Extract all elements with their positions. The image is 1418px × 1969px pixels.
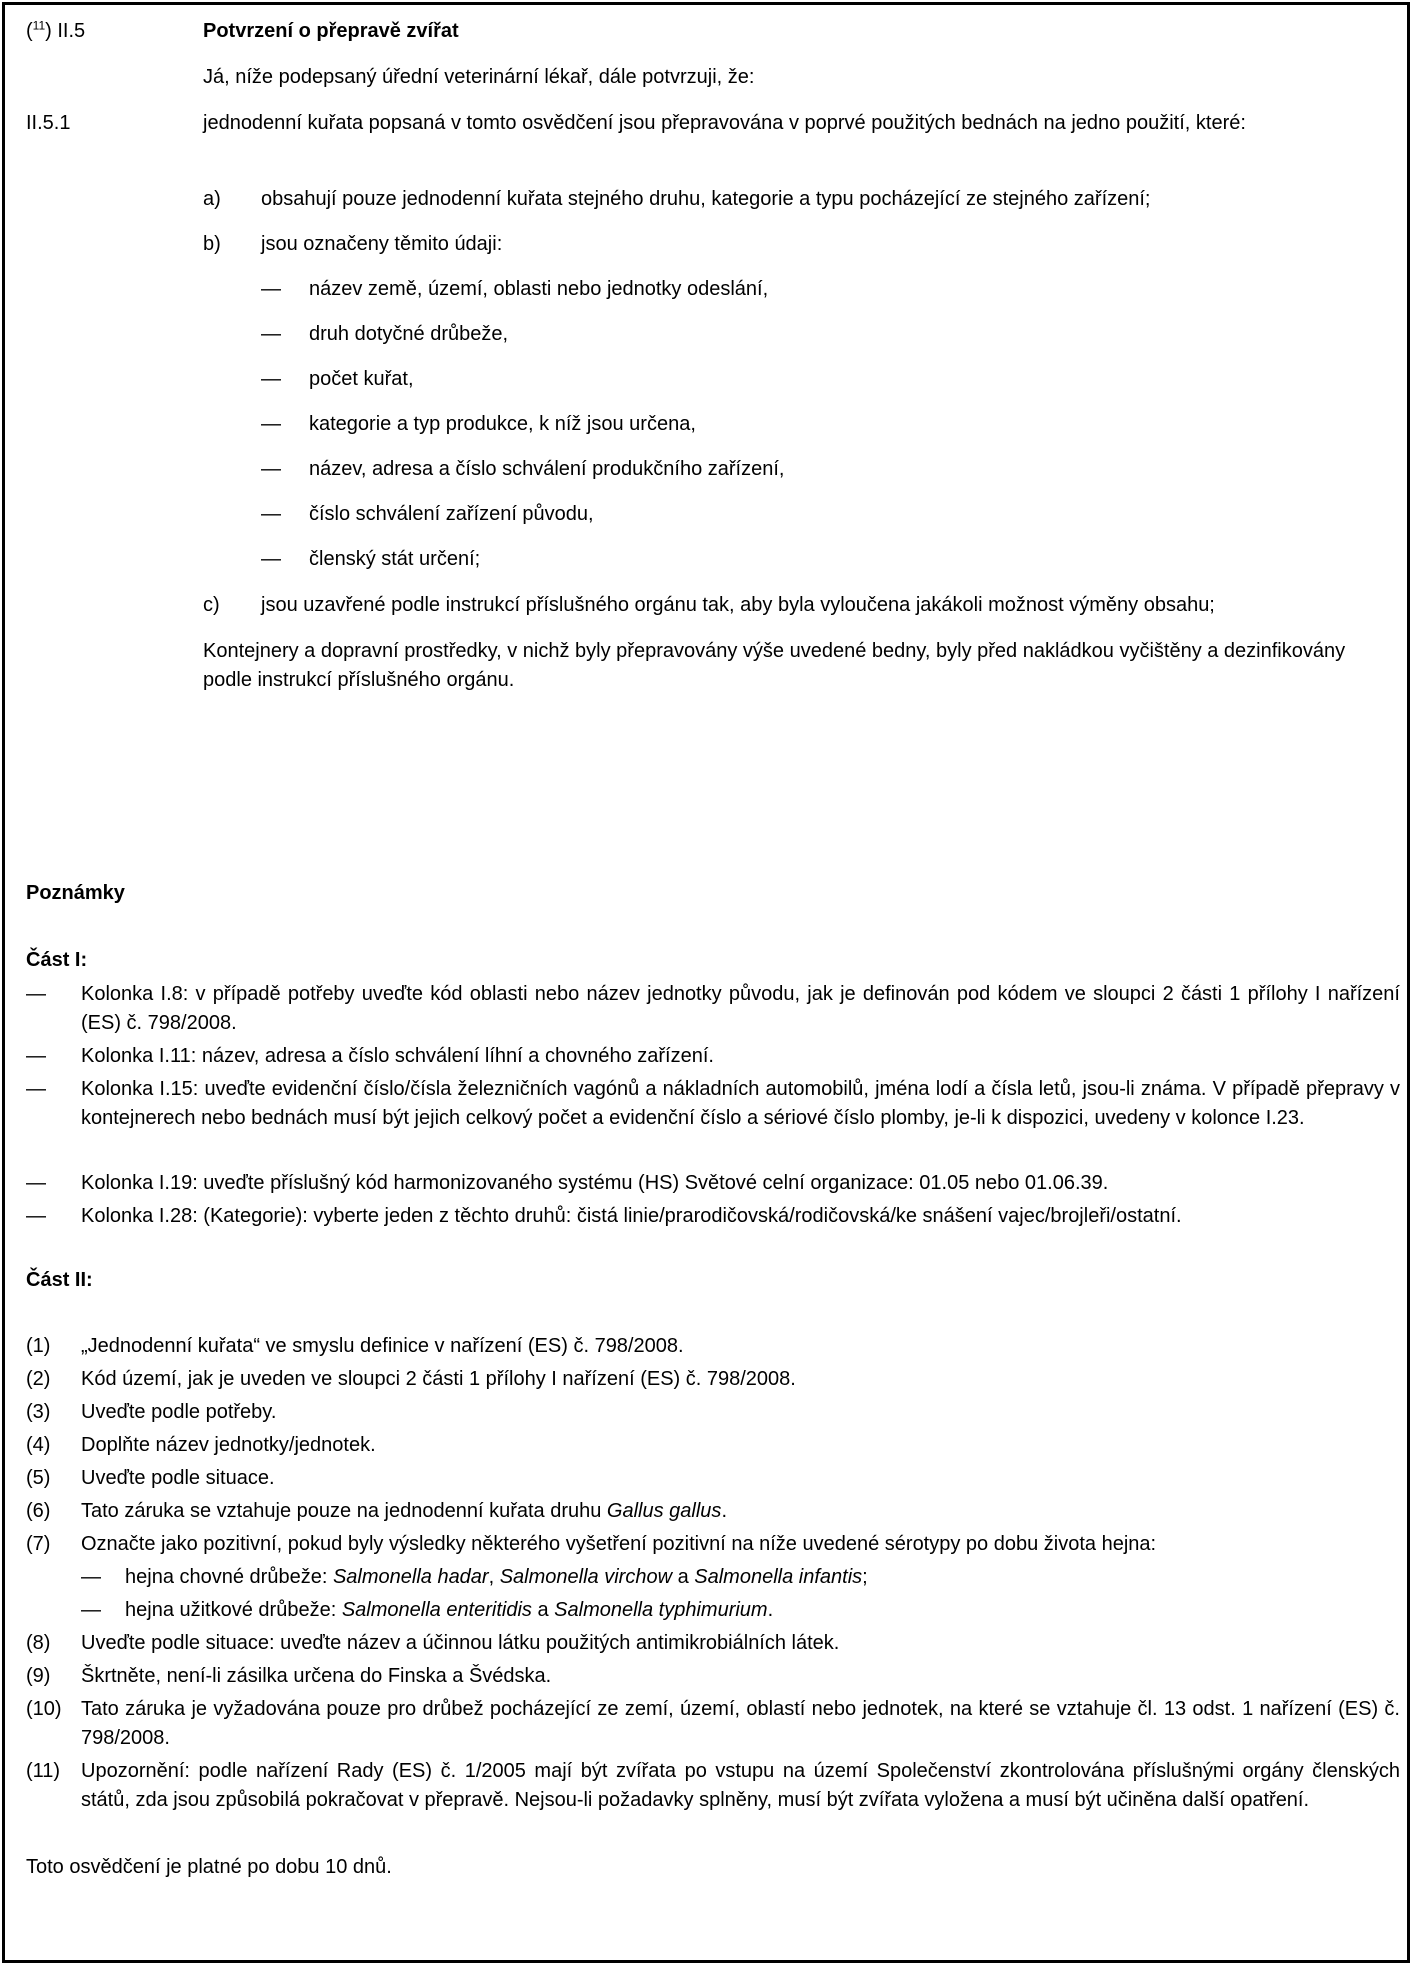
part2-note: Tato záruka se vztahuje pouze na jednodenní kuřata druhu Gallus gallus. [81,1500,727,1522]
part2-note: Upozornění: podle nařízení Rady (ES) č. 1/2005 mají být zvířata po vstupu na území Společenství zkontrolována příslušnými orgány členských států, zda jsou způsobilá pokračovat v přepravě. Nejsou-li požadavky splněny, musí být zvířata vyložena a musí být učiněna další opatření. [81,1760,1400,1811]
part2-note: „Jednodenní kuřata“ ve smyslu definice v nařízení (ES) č. 798/2008. [81,1335,684,1357]
note7-sub: hejna chovné drůbeže: Salmonella hadar, Salmonella virchow a Salmonella infantis; [125,1566,868,1588]
notes-heading: Poznámky [26,882,125,904]
dash-marker: — [261,368,281,390]
part2-note: Kód území, jak je uveden ve sloupci 2 části 1 přílohy I nařízení (ES) č. 798/2008. [81,1368,796,1390]
item-label-c: c) [203,594,220,616]
dash-item: číslo schválení zařízení původu, [309,503,594,525]
part1-heading: Část I: [26,949,88,971]
dash-marker: — [26,1205,46,1227]
dash-marker: — [26,1078,46,1100]
note-number: (11) [26,1760,61,1782]
dash-marker: — [261,413,281,435]
part2-heading: Část II: [26,1269,93,1291]
item-label-b: b) [203,233,221,255]
note-number: (8) [26,1632,51,1654]
section-intro: Já, níže podepsaný úřední veterinární lékař, dále potvrzuji, že: [203,66,755,88]
note-number: (4) [26,1434,51,1456]
part1-note: Kolonka I.15: uveďte evidenční číslo/čísla železničních vagónů a nákladních automobilů, jména lodí a čísla letů, jsou-li známa. V případě přepravy v kontejnerech nebo bednách musí být jejich celkový počet a evidenční číslo a sériové číslo plomby, je-li k dispozici, uvedeny v kolonce I.23. [81,1078,1400,1129]
dash-marker: — [81,1599,101,1621]
dash-item: kategorie a typ produkce, k níž jsou určena, [309,413,696,435]
note-number: (7) [26,1533,51,1555]
note-number: (2) [26,1368,51,1390]
note-number: (3) [26,1401,51,1423]
validity-text: Toto osvědčení je platné po dobu 10 dnů. [26,1856,392,1878]
section-title: Potvrzení o přepravě zvířat [203,20,459,42]
subsection-text: jednodenní kuřata popsaná v tomto osvědčení jsou přepravována v poprvé použitých bednách na jedno použití, které: [203,112,1246,134]
part2-note: Uveďte podle situace. [81,1467,275,1489]
dash-marker: — [26,1172,46,1194]
part2-note: Škrtněte, není-li zásilka určena do Finska a Švédska. [81,1665,552,1687]
part2-note: Označte jako pozitivní, pokud byly výsledky některého vyšetření pozitivní na níže uvedené sérotypy po dobu života hejna: [81,1533,1157,1555]
part1-note: Kolonka I.11: název, adresa a číslo schválení líhní a chovného zařízení. [81,1045,714,1067]
dash-marker: — [261,503,281,525]
note-number: (10) [26,1698,62,1720]
note-number: (5) [26,1467,51,1489]
part2-note: Uveďte podle potřeby. [81,1401,277,1423]
dash-item: druh dotyčné drůbeže, [309,323,509,345]
subsection-number: II.5.1 [26,112,71,134]
dash-marker: — [261,548,281,570]
dash-marker: — [26,983,46,1005]
item-text-c: jsou uzavřené podle instrukcí příslušného orgánu tak, aby byla vyloučena jakákoli možnost výměny obsahu; [261,594,1215,616]
part1-note: Kolonka I.28: (Kategorie): vyberte jeden z těchto druhů: čistá linie/prarodičovská/rodičovská/ke snášení vajec/brojleři/ostatní. [81,1205,1182,1227]
dash-marker: — [26,1045,46,1067]
certificate-page [2,2,1410,1963]
part2-note: Uveďte podle situace: uveďte název a účinnou látku použitých antimikrobiálních látek. [81,1632,840,1654]
dash-marker: — [261,458,281,480]
item-text-b: jsou označeny těmito údaji: [261,233,503,255]
dash-item: počet kuřat, [309,368,414,390]
dash-marker: — [261,278,281,300]
note-number: (6) [26,1500,51,1522]
dash-marker: — [261,323,281,345]
note-number: (9) [26,1665,51,1687]
note7-sub: hejna užitkové drůbeže: Salmonella enteritidis a Salmonella typhimurium. [125,1599,774,1621]
note-number: (1) [26,1335,51,1357]
dash-marker: — [81,1566,101,1588]
dash-item: název země, území, oblasti nebo jednotky odeslání, [309,278,769,300]
part2-note: Tato záruka je vyžadována pouze pro drůbež pocházející ze zemí, území, oblastí nebo jednotek, na které se vztahuje čl. 13 odst. 1 nařízení (ES) č. 798/2008. [81,1698,1400,1749]
item-label-a: a) [203,188,221,210]
section-ref: ($^{11}$) II.5 [26,18,86,42]
containers-text: Kontejnery a dopravní prostředky, v nichž byly přepravovány výše uvedené bedny, byly před nakládkou vyčištěny a dezinfikovány podle instrukcí příslušného orgánu. [203,640,1346,691]
dash-item: název, adresa a číslo schválení produkčního zařízení, [309,458,785,480]
part2-note: Doplňte název jednotky/jednotek. [81,1434,376,1456]
part1-note: Kolonka I.19: uveďte příslušný kód harmonizovaného systému (HS) Světové celní organizace: 01.05 nebo 01.06.39. [81,1172,1109,1194]
part1-note: Kolonka I.8: v případě potřeby uveďte kód oblasti nebo název jednotky původu, jak je definován pod kódem ve sloupci 2 části 1 přílohy I nařízení (ES) č. 798/2008. [81,983,1400,1034]
item-text-a: obsahují pouze jednodenní kuřata stejného druhu, kategorie a typu pocházející ze stejného zařízení; [261,188,1151,210]
dash-item: členský stát určení; [309,548,481,570]
